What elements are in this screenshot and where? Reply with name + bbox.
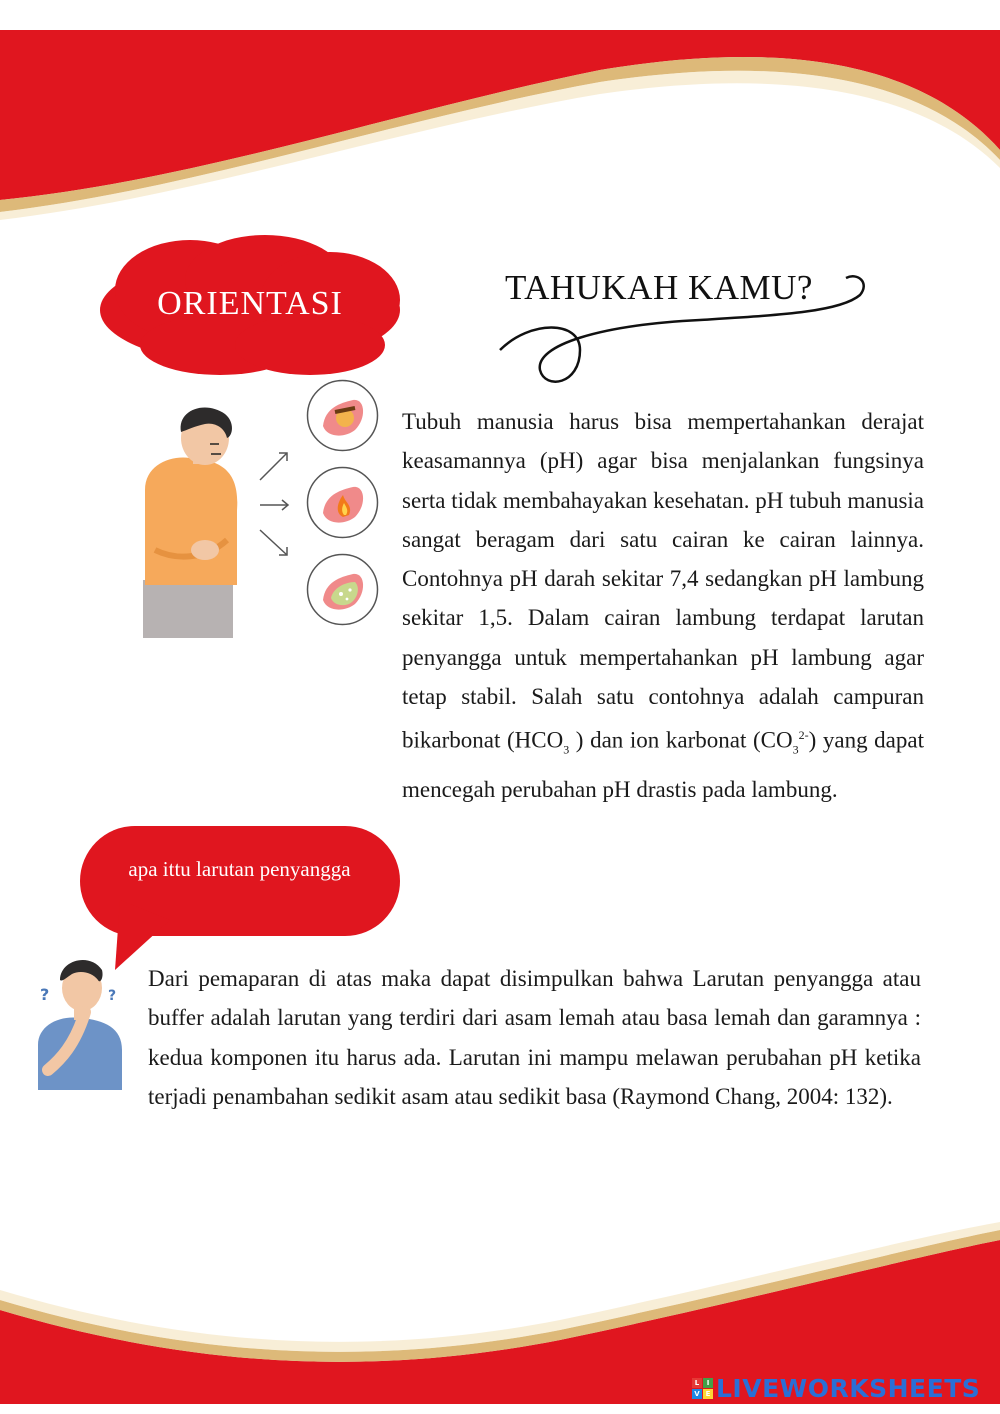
intro-text-middle: dan ion karbonat	[583, 728, 753, 754]
hco3-prefix: (HCO	[506, 728, 564, 754]
co3-prefix: (CO	[752, 728, 793, 754]
intro-text-end: yang dapat mencegah perubahan pH drastis pada lambung.	[402, 728, 924, 802]
svg-text:?: ?	[40, 985, 50, 1004]
person-stomach-ache-illustration	[115, 400, 255, 640]
page-heading: TAHUKAH KAMU?	[505, 268, 813, 307]
intro-text-main: Tubuh manusia harus bisa mempertahankan derajat keasamannya (pH) agar bisa menjalankan fungsinya serta tidak membahayakan kesehatan. pH tubuh manusia sangat beragam dari satu cairan ke cairan lainnya. Contohnya pH darah sekitar 7,4 sedangkan pH lambung sekitar 1,5. Dalam cairan lambung terdapat larutan penyangga untuk mempertahankan pH lambung agar tetap stabil. Salah satu contohnya adalah campuran bikarbonat	[402, 409, 924, 754]
co3-superscript: 2-	[798, 728, 809, 743]
liveworksheets-footer[interactable]	[692, 1374, 980, 1402]
liveworksheets-brand: LIVEWORKSHEETS	[716, 1373, 981, 1403]
logo-letter-i: I	[703, 1378, 713, 1388]
stomach-food-icon	[305, 378, 380, 453]
co3-subscript: 3	[792, 742, 799, 757]
stomach-fire-icon	[305, 465, 380, 540]
logo-letter-v: V	[692, 1389, 702, 1399]
hco3-subscript: 3	[563, 742, 570, 757]
orientasi-label: ORIENTASI	[157, 285, 343, 322]
logo-letter-l: L	[692, 1378, 702, 1388]
stomach-acid-icon	[305, 552, 380, 627]
intro-paragraph	[402, 402, 924, 809]
thinking-person-illustration	[30, 950, 130, 1090]
co3-suffix: )	[808, 728, 817, 754]
liveworksheets-logo-icon	[692, 1378, 713, 1399]
logo-letter-e: E	[703, 1389, 713, 1399]
svg-text:?: ?	[108, 988, 117, 1004]
conclusion-paragraph: Dari pemaparan di atas maka dapat disimpulkan bahwa Larutan penyangga atau buffer adalah larutan yang terdiri dari asam lemah atau basa lemah dan garamnya : kedua komponen itu harus ada. Larutan ini mampu melawan perubahan pH ketika terjadi penambahan sedikit asam atau sedikit basa (Raymond Chang, 2004: 132).	[148, 966, 921, 1109]
question-bubble	[80, 826, 400, 970]
question-bubble-text: apa ittu larutan penyangga	[128, 857, 351, 881]
hco3-suffix: )	[569, 728, 584, 754]
arrows-icon	[255, 445, 295, 565]
